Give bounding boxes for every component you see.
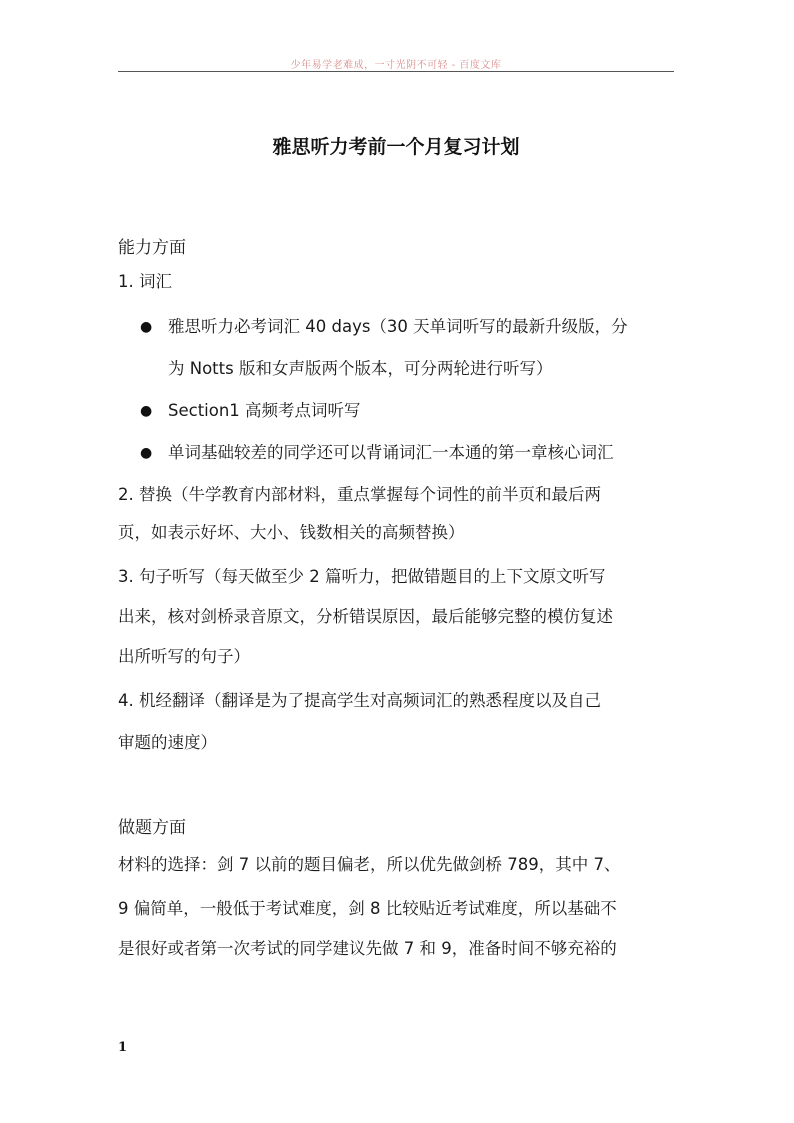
item-vocabulary-label: 1. 词汇 (118, 272, 172, 291)
practice-line: 材料的选择：剑 7 以前的题目偏老，所以优先做剑桥 789，其中 7、 (118, 855, 621, 874)
item-dictation-line: 出来，核对剑桥录音原文，分析错误原因，最后能够完整的模仿复述 (118, 607, 613, 626)
item-dictation-line: 出所听写的句子） (118, 647, 250, 666)
item-paraphrase-line: 2. 替换（牛学教育内部材料，重点掌握每个词性的前半页和最后两 (118, 485, 601, 504)
section-heading-ability: 能力方面 (118, 238, 186, 258)
bullet-line: Section1 高频考点词听写 (168, 401, 361, 420)
item-dictation-line: 3. 句子听写（每天做至少 2 篇听力，把做错题目的上下文原文听写 (118, 567, 606, 586)
bullet-line: 雅思听力必考词汇 40 days（30 天单词听写的最新升级版，分 (168, 317, 628, 336)
page-number: 1 (118, 1040, 128, 1055)
bullet-line-continued: 为 Notts 版和女声版两个版本，可分两轮进行听写） (168, 359, 553, 378)
bullet-line: 单词基础较差的同学还可以背诵词汇一本通的第一章核心词汇 (168, 443, 614, 462)
header-rule (118, 71, 674, 72)
bullet-dot: ● (140, 445, 153, 461)
item-translation-line: 审题的速度） (118, 733, 217, 752)
item-paraphrase-line: 页，如表示好坏、大小、钱数相关的高频替换） (118, 523, 465, 542)
practice-line: 是很好或者第一次考试的同学建议先做 7 和 9，准备时间不够充裕的 (118, 939, 617, 958)
header-watermark: 少年易学老难成，一寸光阴不可轻 - 百度文库 (290, 60, 502, 71)
document-title: 雅思听力考前一个月复习计划 (272, 136, 520, 158)
bullet-dot: ● (140, 319, 153, 335)
bullet-dot: ● (140, 403, 153, 419)
section-heading-practice: 做题方面 (118, 818, 186, 838)
item-translation-line: 4. 机经翻译（翻译是为了提高学生对高频词汇的熟悉程度以及自己 (118, 691, 601, 710)
practice-line: 9 偏简单，一般低于考试难度，剑 8 比较贴近考试难度，所以基础不 (118, 899, 617, 918)
